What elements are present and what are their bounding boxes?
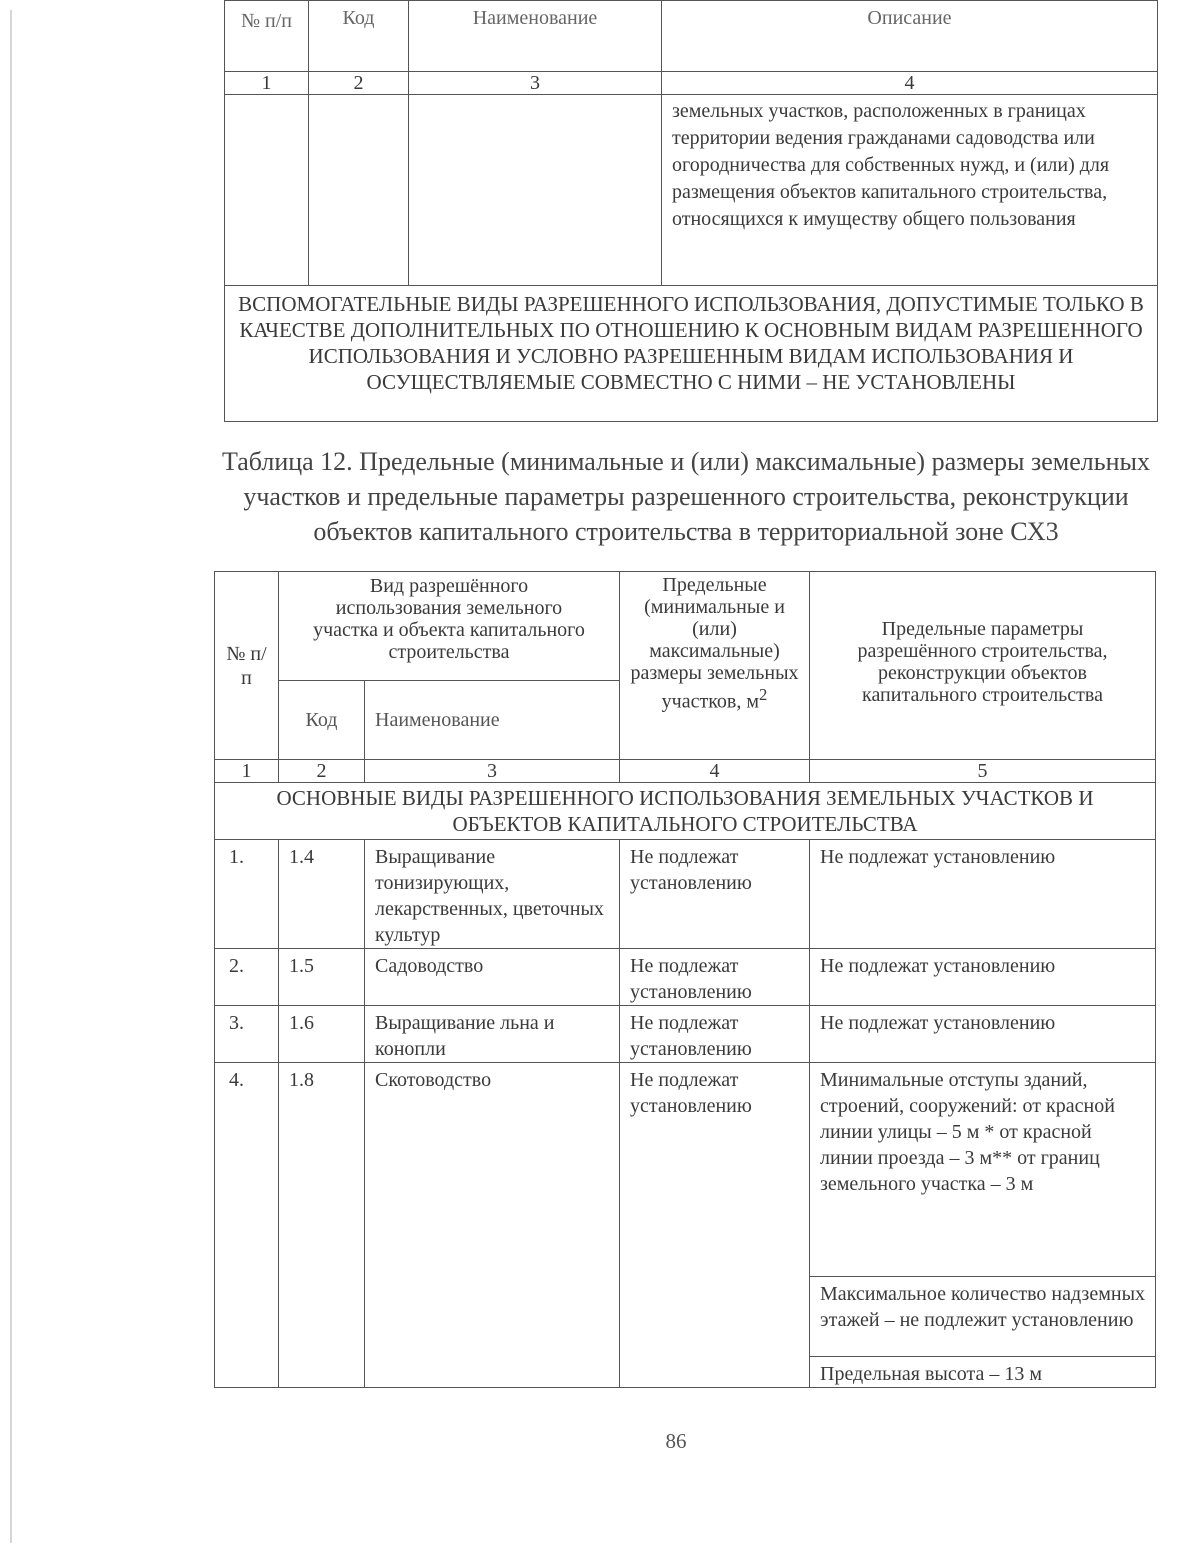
section-row [215,783,1156,840]
row-name: Выращивание льна и конопли [365,1006,620,1063]
col-number: 4 [620,760,810,783]
row-params: Не подлежат установлению [810,840,1156,949]
row-number: 3. [215,1006,279,1063]
table-header-row [225,1,1158,72]
header-vid: Вид разрешённого использования земельного участка и объекта капитального строительства [279,572,620,681]
column-number-row [225,72,1158,95]
header-code: Код [279,681,365,760]
header-description: Описание [662,1,1158,72]
row-code: 1.5 [279,949,365,1006]
header-sizes [620,572,810,760]
col-number: 5 [810,760,1156,783]
table-caption: Таблица 12. Предельные (минимальные и (или) максимальные) размеры земельных участков и предельные параметры разрешенного строительства, реконструкции объектов капитального строительства в территориальной зоне СХ3 [221,447,1150,546]
main-section-heading: ОСНОВНЫЕ ВИДЫ РАЗРЕШЕННОГО ИСПОЛЬЗОВАНИЯ ЗЕМЕЛЬНЫХ УЧАСТКОВ И ОБЪЕКТОВ КАПИТАЛЬНОГО СТРОИТЕЛЬСТВА [215,783,1156,840]
row-name: Скотоводство [365,1063,620,1388]
table-12 [214,571,1156,1388]
header-num-text: № п/п [226,642,267,689]
header-code: Код [309,1,409,72]
row-size: Не подлежат установлению [620,840,810,949]
description-text: земельных участков, расположенных в границах территории ведения гражданами садоводства или огородничества для собственных нужд, и (или) для размещения объектов капитального строительства, относящихся к имуществу общего пользования [672,100,1110,230]
section-row [225,286,1158,422]
row-name: Выращивание тонизирующих, лекарственных, цветочных культур [365,840,620,949]
header-sizes-sup: 2 [759,685,768,704]
row-number: 2. [215,949,279,1006]
row-size: Не подлежат установлению [620,1063,810,1388]
page-number: 86 [665,1429,687,1453]
description-cell [662,95,1158,286]
col-number: 4 [662,72,1158,95]
header-sizes-text: Предельные (минимальные и (или) максимальные) размеры земельных участков, м [630,574,799,713]
empty-cell [309,95,409,286]
scan-edge [10,10,12,1543]
empty-cell [409,95,662,286]
table-row [215,840,1156,949]
col-number: 2 [279,760,365,783]
table-header-row [215,572,1156,681]
row-code: 1.4 [279,840,365,949]
row-params: Не подлежат установлению [810,949,1156,1006]
col-number: 1 [225,72,309,95]
auxiliary-section-heading: ВСПОМОГАТЕЛЬНЫЕ ВИДЫ РАЗРЕШЕННОГО ИСПОЛЬЗОВАНИЯ, ДОПУСТИМЫЕ ТОЛЬКО В КАЧЕСТВЕ ДОПОЛНИТЕЛЬНЫХ ПО ОТНОШЕНИЮ К ОСНОВНЫМ ВИДАМ РАЗРЕШЕННОГО ИСПОЛЬЗОВАНИЯ И УСЛОВНО РАЗРЕШЕННЫМ ВИДАМ ИСПОЛЬЗОВАНИЯ И ОСУЩЕСТВЛЯЕМЫЕ СОВМЕСТНО С НИМИ – НЕ УСТАНОВЛЕНЫ [225,286,1158,422]
header-num: № п/п [225,1,309,72]
row-number: 4. [215,1063,279,1388]
row-code: 1.8 [279,1063,365,1388]
continued-table [224,0,1158,422]
row-number: 1. [215,840,279,949]
row-code: 1.6 [279,1006,365,1063]
table-row [215,1006,1156,1063]
table-row [225,95,1158,286]
column-number-row [215,760,1156,783]
col-number: 1 [215,760,279,783]
header-num [215,572,279,760]
row-size: Не подлежат установлению [620,1006,810,1063]
header-name: Наименование [365,681,620,760]
header-params: Предельные параметры разрешённого строительства, реконструкции объектов капитального строительства [810,572,1156,760]
table-row [215,1063,1156,1277]
col-number: 3 [409,72,662,95]
table-row [215,949,1156,1006]
row-name: Садоводство [365,949,620,1006]
col-number: 3 [365,760,620,783]
empty-cell [225,95,309,286]
row-params-height: Предельная высота – 13 м [810,1357,1156,1388]
row-size: Не подлежат установлению [620,949,810,1006]
row-params: Не подлежат установлению [810,1006,1156,1063]
row-params-floors: Максимальное количество надземных этажей – не подлежит установлению [810,1277,1156,1357]
col-number: 2 [309,72,409,95]
header-name: Наименование [409,1,662,72]
row-params-setbacks: Минимальные отступы зданий, строений, сооружений: от красной линии улицы – 5 м * от красной линии проезда – 3 м** от границ земельного участка – 3 м [810,1063,1156,1277]
